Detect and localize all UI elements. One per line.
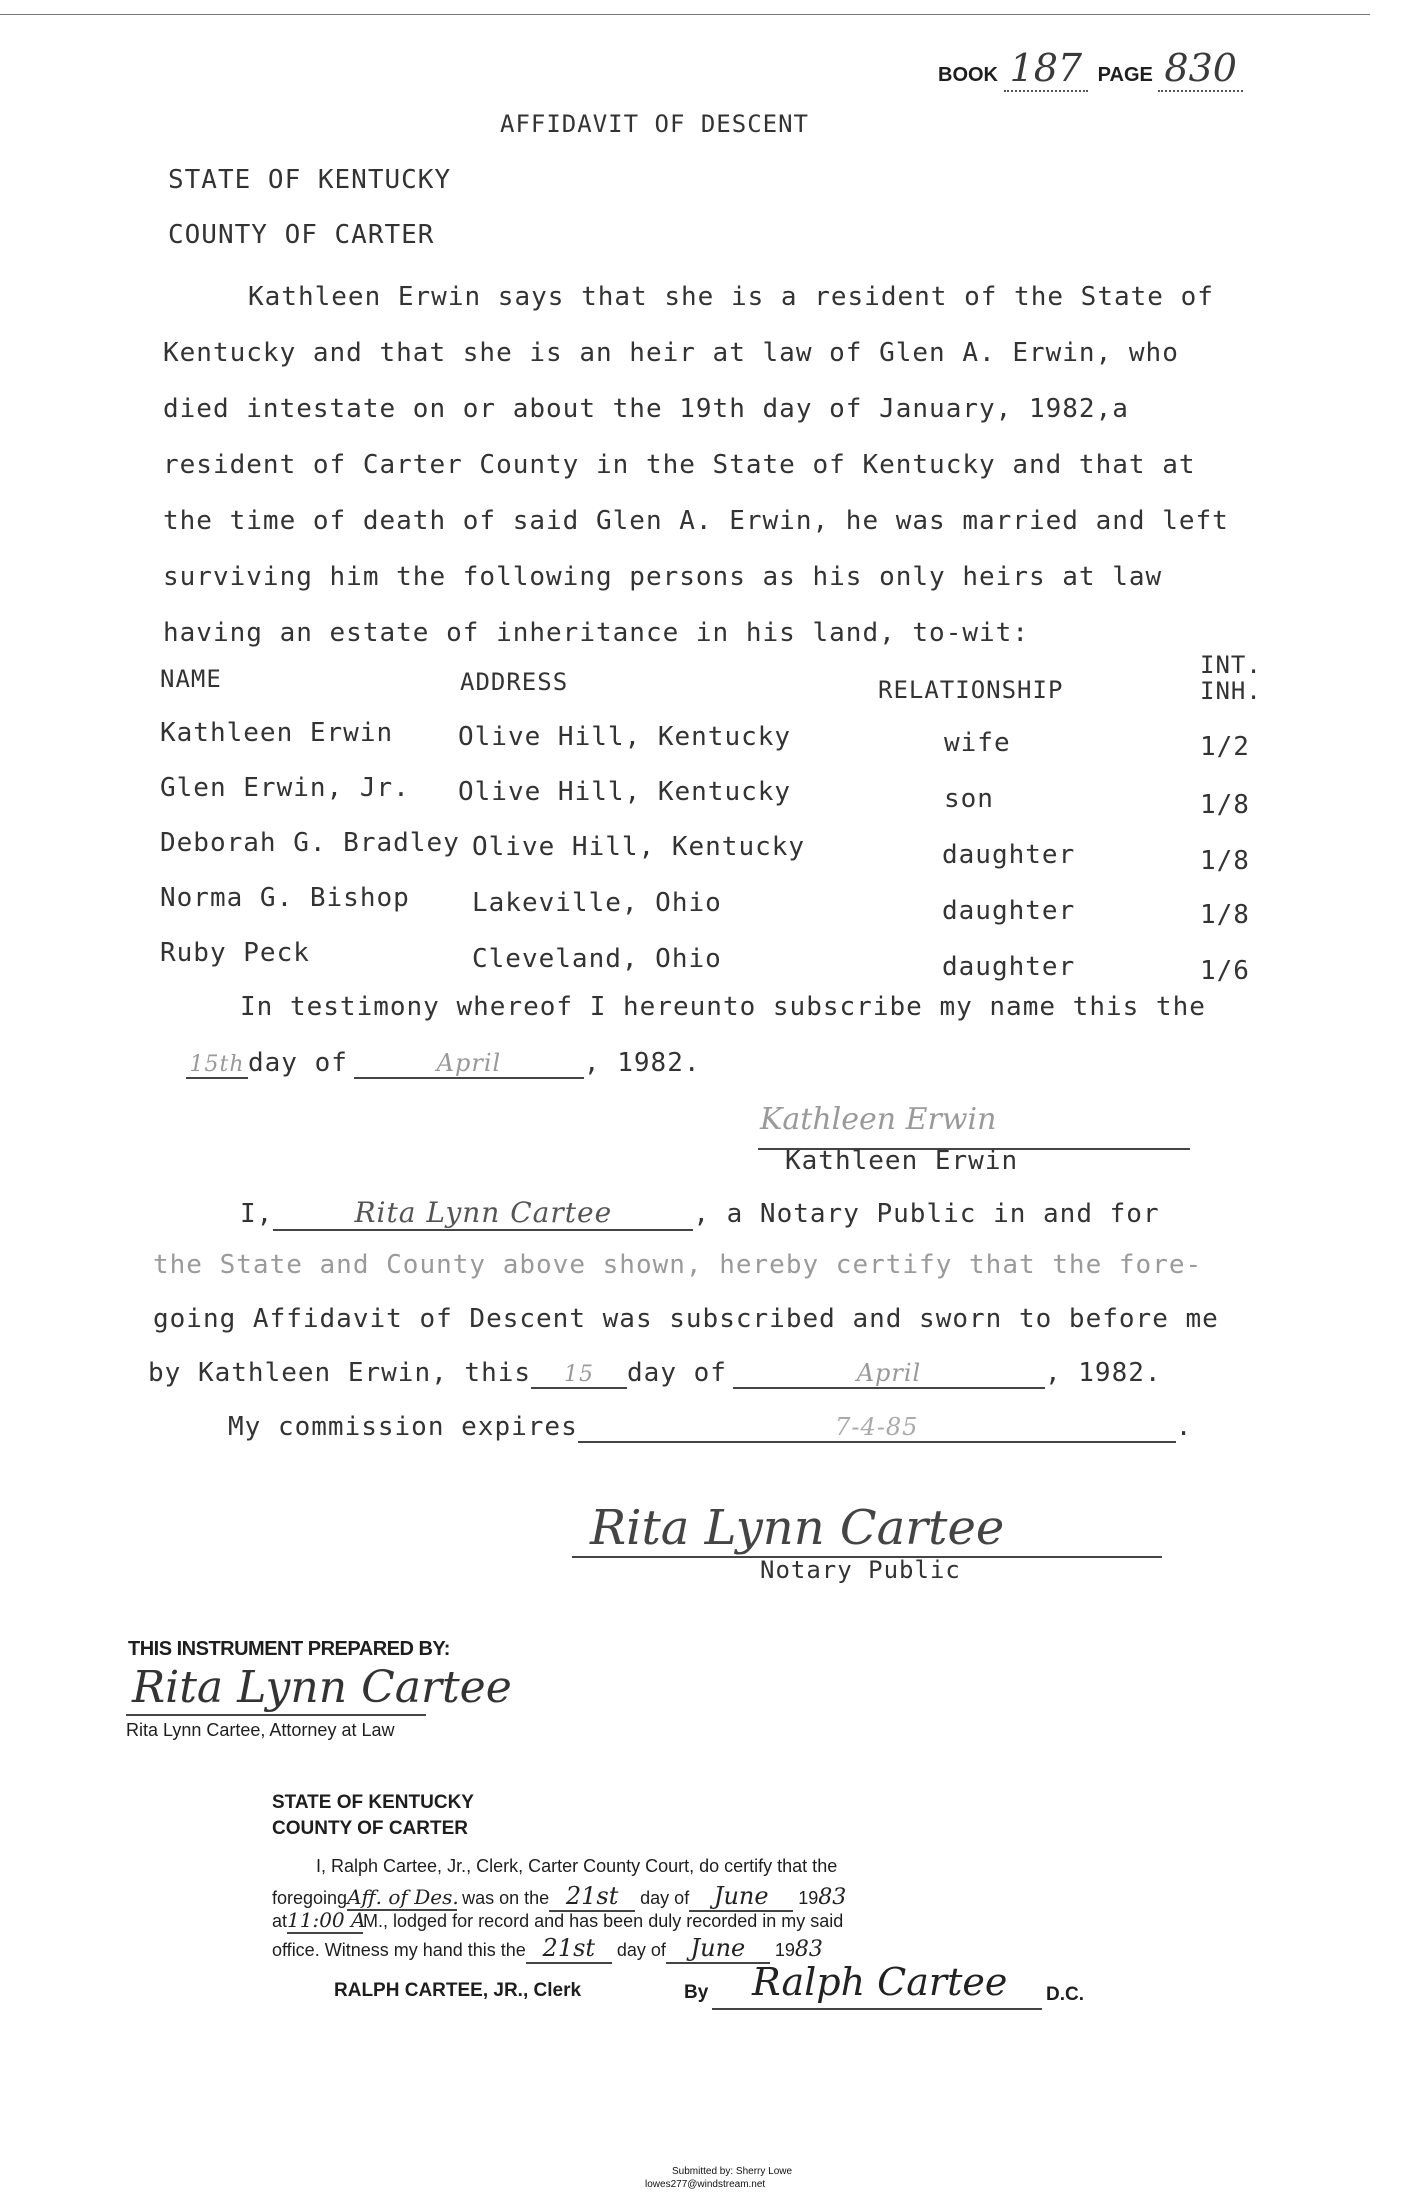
clerk-name: RALPH CARTEE, JR., Clerk — [334, 1980, 582, 2001]
clerk-line-3 — [272, 1908, 843, 1934]
clerk-month-2: June — [666, 1934, 770, 1964]
clerk-line4-dayof: day of — [616, 1940, 666, 1960]
header-relationship: RELATIONSHIP — [878, 676, 1064, 704]
body-line: the time of death of said Glen A. Erwin, he was married and left — [163, 506, 1229, 536]
book-label: BOOK — [938, 64, 998, 86]
heir-name: Kathleen Erwin — [160, 718, 394, 748]
body-line: resident of Carter County in the State of Kentucky and that at — [163, 450, 1196, 480]
clerk-line3-rest: M., lodged for record and has been duly recorded in my said — [363, 1911, 844, 1931]
heir-relationship: daughter — [942, 952, 1076, 982]
affiant-printed-name: Kathleen Erwin — [785, 1146, 1019, 1176]
document-title: AFFIDAVIT OF DESCENT — [500, 110, 809, 138]
body-line: Kentucky and that she is an heir at law of Glen A. Erwin, who — [163, 338, 1179, 368]
clerk-year: 83 — [818, 1885, 847, 1910]
clerk-time: 11:00 A — [287, 1908, 366, 1932]
footer-submitted-by: Submitted by: Sherry Lowe — [672, 2166, 793, 2177]
heir-address: Olive Hill, Kentucky — [472, 832, 806, 862]
clerk-day-2: 21st — [526, 1934, 612, 1964]
book-page-stamp — [938, 46, 1243, 90]
heir-address: Olive Hill, Kentucky — [458, 722, 792, 752]
testimony-year: , 1982. — [583, 1048, 701, 1078]
clerk-by-label: By — [684, 1982, 709, 2003]
clerk-month: June — [689, 1882, 793, 1912]
notary-line-1 — [240, 1196, 1160, 1231]
heir-interest: 1/8 — [1200, 790, 1250, 820]
notary-day: 15 — [531, 1362, 627, 1389]
notary-title: Notary Public — [760, 1556, 961, 1584]
header-interest-line1: INT. — [1200, 651, 1262, 679]
clerk-county: COUNTY OF CARTER — [272, 1818, 468, 1839]
body-line: died intestate on or about the 19th day of January, 1982,a — [163, 394, 1129, 424]
testimony-month: April — [354, 1049, 584, 1079]
heir-interest: 1/8 — [1200, 846, 1250, 876]
heir-address: Olive Hill, Kentucky — [458, 777, 792, 807]
header-interest-line2: INH. — [1200, 677, 1262, 705]
header-interest — [1200, 652, 1262, 704]
heir-name: Glen Erwin, Jr. — [160, 773, 410, 803]
heir-relationship: wife — [944, 728, 1011, 758]
clerk-line2-start: foregoing — [272, 1888, 348, 1908]
notary-line-2: the State and County above shown, hereby certify that the fore- — [153, 1250, 1203, 1280]
clerk-line2-dayof: day of — [640, 1888, 690, 1908]
notary-intro: I, — [240, 1199, 274, 1229]
clerk-line2-mid: was on the — [462, 1888, 550, 1908]
notary-line-3: going Affidavit of Descent was subscribed and sworn to before me — [153, 1304, 1219, 1334]
notary-signature: Rita Lynn Cartee — [590, 1500, 1005, 1556]
heir-relationship: daughter — [942, 896, 1076, 926]
clerk-state: STATE OF KENTUCKY — [272, 1792, 474, 1813]
header-name: NAME — [160, 665, 222, 693]
notary-line1-rest: , a Notary Public in and for — [693, 1199, 1160, 1229]
heir-interest: 1/2 — [1200, 732, 1250, 762]
top-rule — [0, 14, 1370, 15]
body-line: having an estate of inheritance in his land, to-wit: — [163, 618, 1029, 648]
heir-name: Ruby Peck — [160, 938, 310, 968]
clerk-line4-start: office. Witness my hand this the — [272, 1940, 526, 1960]
testimony-day: 15th — [186, 1052, 248, 1079]
venue-state: STATE OF KENTUCKY — [168, 165, 452, 195]
clerk-year-prefix: 19 — [798, 1888, 819, 1908]
header-address: ADDRESS — [460, 668, 569, 696]
deputy-suffix: D.C. — [1046, 1984, 1084, 2005]
book-number: 187 — [1004, 46, 1089, 92]
footer-email: lowes277@windstream.net — [645, 2179, 766, 2190]
body-line: Kathleen Erwin says that she is a resident of the State of — [248, 282, 1214, 312]
notary-name: Rita Lynn Cartee — [273, 1196, 693, 1231]
prepared-by-label: THIS INSTRUMENT PREPARED BY: — [128, 1638, 450, 1660]
heir-name: Deborah G. Bradley — [160, 828, 460, 858]
prepared-by-printed: Rita Lynn Cartee, Attorney at Law — [126, 1720, 395, 1740]
testimony-day-of: day of — [248, 1048, 348, 1078]
testimony-date-line — [186, 1048, 701, 1079]
clerk-line-1: I, Ralph Cartee, Jr., Clerk, Carter County Court, do certify that the — [316, 1856, 838, 1876]
prepared-by-signature-line — [126, 1714, 426, 1716]
clerk-year2-prefix: 19 — [774, 1940, 795, 1960]
notary-commission-line — [228, 1412, 1192, 1443]
heir-address: Cleveland, Ohio — [472, 944, 722, 974]
commission-date: 7-4-85 — [578, 1413, 1176, 1443]
clerk-day: 21st — [549, 1882, 635, 1912]
notary-line4-start: by Kathleen Erwin, this — [148, 1358, 532, 1388]
affiant-signature: Kathleen Erwin — [760, 1102, 997, 1137]
deputy-signature-line — [712, 2008, 1042, 2010]
prepared-by-signature: Rita Lynn Cartee — [132, 1662, 512, 1713]
heir-interest: 1/8 — [1200, 900, 1250, 930]
page-number: 830 — [1158, 46, 1243, 92]
clerk-instrument: Aff. of Des. — [347, 1885, 459, 1909]
notary-line-4 — [148, 1358, 1162, 1389]
heir-relationship: son — [944, 784, 994, 814]
heir-interest: 1/6 — [1200, 956, 1250, 986]
clerk-year-2: 83 — [794, 1937, 823, 1962]
notary-day-of: day of — [627, 1358, 727, 1388]
heir-name: Norma G. Bishop — [160, 883, 410, 913]
heir-address: Lakeville, Ohio — [472, 888, 722, 918]
clerk-line-4 — [272, 1934, 823, 1964]
deputy-signature: Ralph Cartee — [752, 1960, 1008, 2004]
body-line: surviving him the following persons as his only heirs at law — [163, 562, 1163, 592]
heir-relationship: daughter — [942, 840, 1076, 870]
testimony-line: In testimony whereof I hereunto subscribe my name this the — [240, 992, 1206, 1022]
commission-end: . — [1175, 1412, 1193, 1442]
venue-county: COUNTY OF CARTER — [168, 220, 435, 250]
notary-month: April — [733, 1359, 1045, 1389]
notary-year: , 1982. — [1044, 1358, 1162, 1388]
page-label: PAGE — [1097, 64, 1153, 86]
commission-label: My commission expires — [228, 1412, 578, 1442]
clerk-line3-start: at — [272, 1911, 288, 1931]
